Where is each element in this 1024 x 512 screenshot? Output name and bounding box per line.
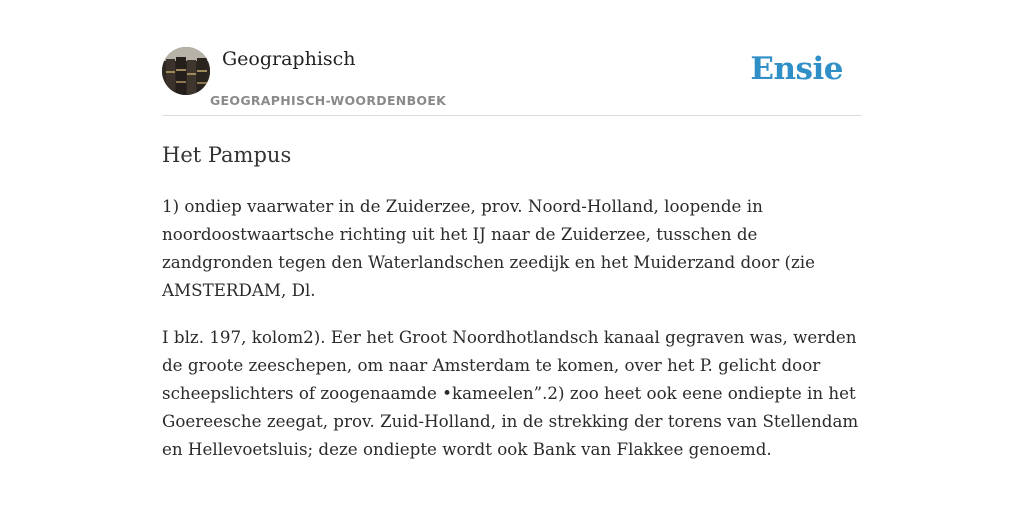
brand-logo[interactable]: Ensie xyxy=(750,51,843,87)
site-subtitle[interactable]: GEOGRAPHISCH-WOORDENBOEK xyxy=(210,93,447,108)
book-spines-icon xyxy=(162,47,210,95)
header xyxy=(162,44,862,116)
avatar[interactable] xyxy=(162,47,210,95)
article-title: Het Pampus xyxy=(162,143,292,167)
article-body xyxy=(162,192,862,482)
article-paragraph: I blz. 197, kolom2). Eer het Groot Noordhotlandsch kanaal gegraven was, werden de groote zeeschepen, om naar Amsterdam te komen, over het P. gelicht door scheepslichters of zoogenaamde •kameelen”.2) zoo heet ook eene ondiepte in het Goereesche zeegat, prov. Zuid-Holland, in de strekking der torens van Stellendam en Hellevoetsluis; deze ondiepte wordt ook Bank van Flakkee genoemd. xyxy=(162,327,859,459)
site-name[interactable]: Geographisch xyxy=(222,48,356,70)
article-paragraph: 1) ondiep vaarwater in de Zuiderzee, prov. Noord-Holland, loopende in noordoostwaartsche richting uit het IJ naar de Zuiderzee, tusschen de zandgronden tegen den Waterlandschen zeedijk en het Muiderzand door (zie AMSTERDAM, Dl. xyxy=(162,196,816,300)
